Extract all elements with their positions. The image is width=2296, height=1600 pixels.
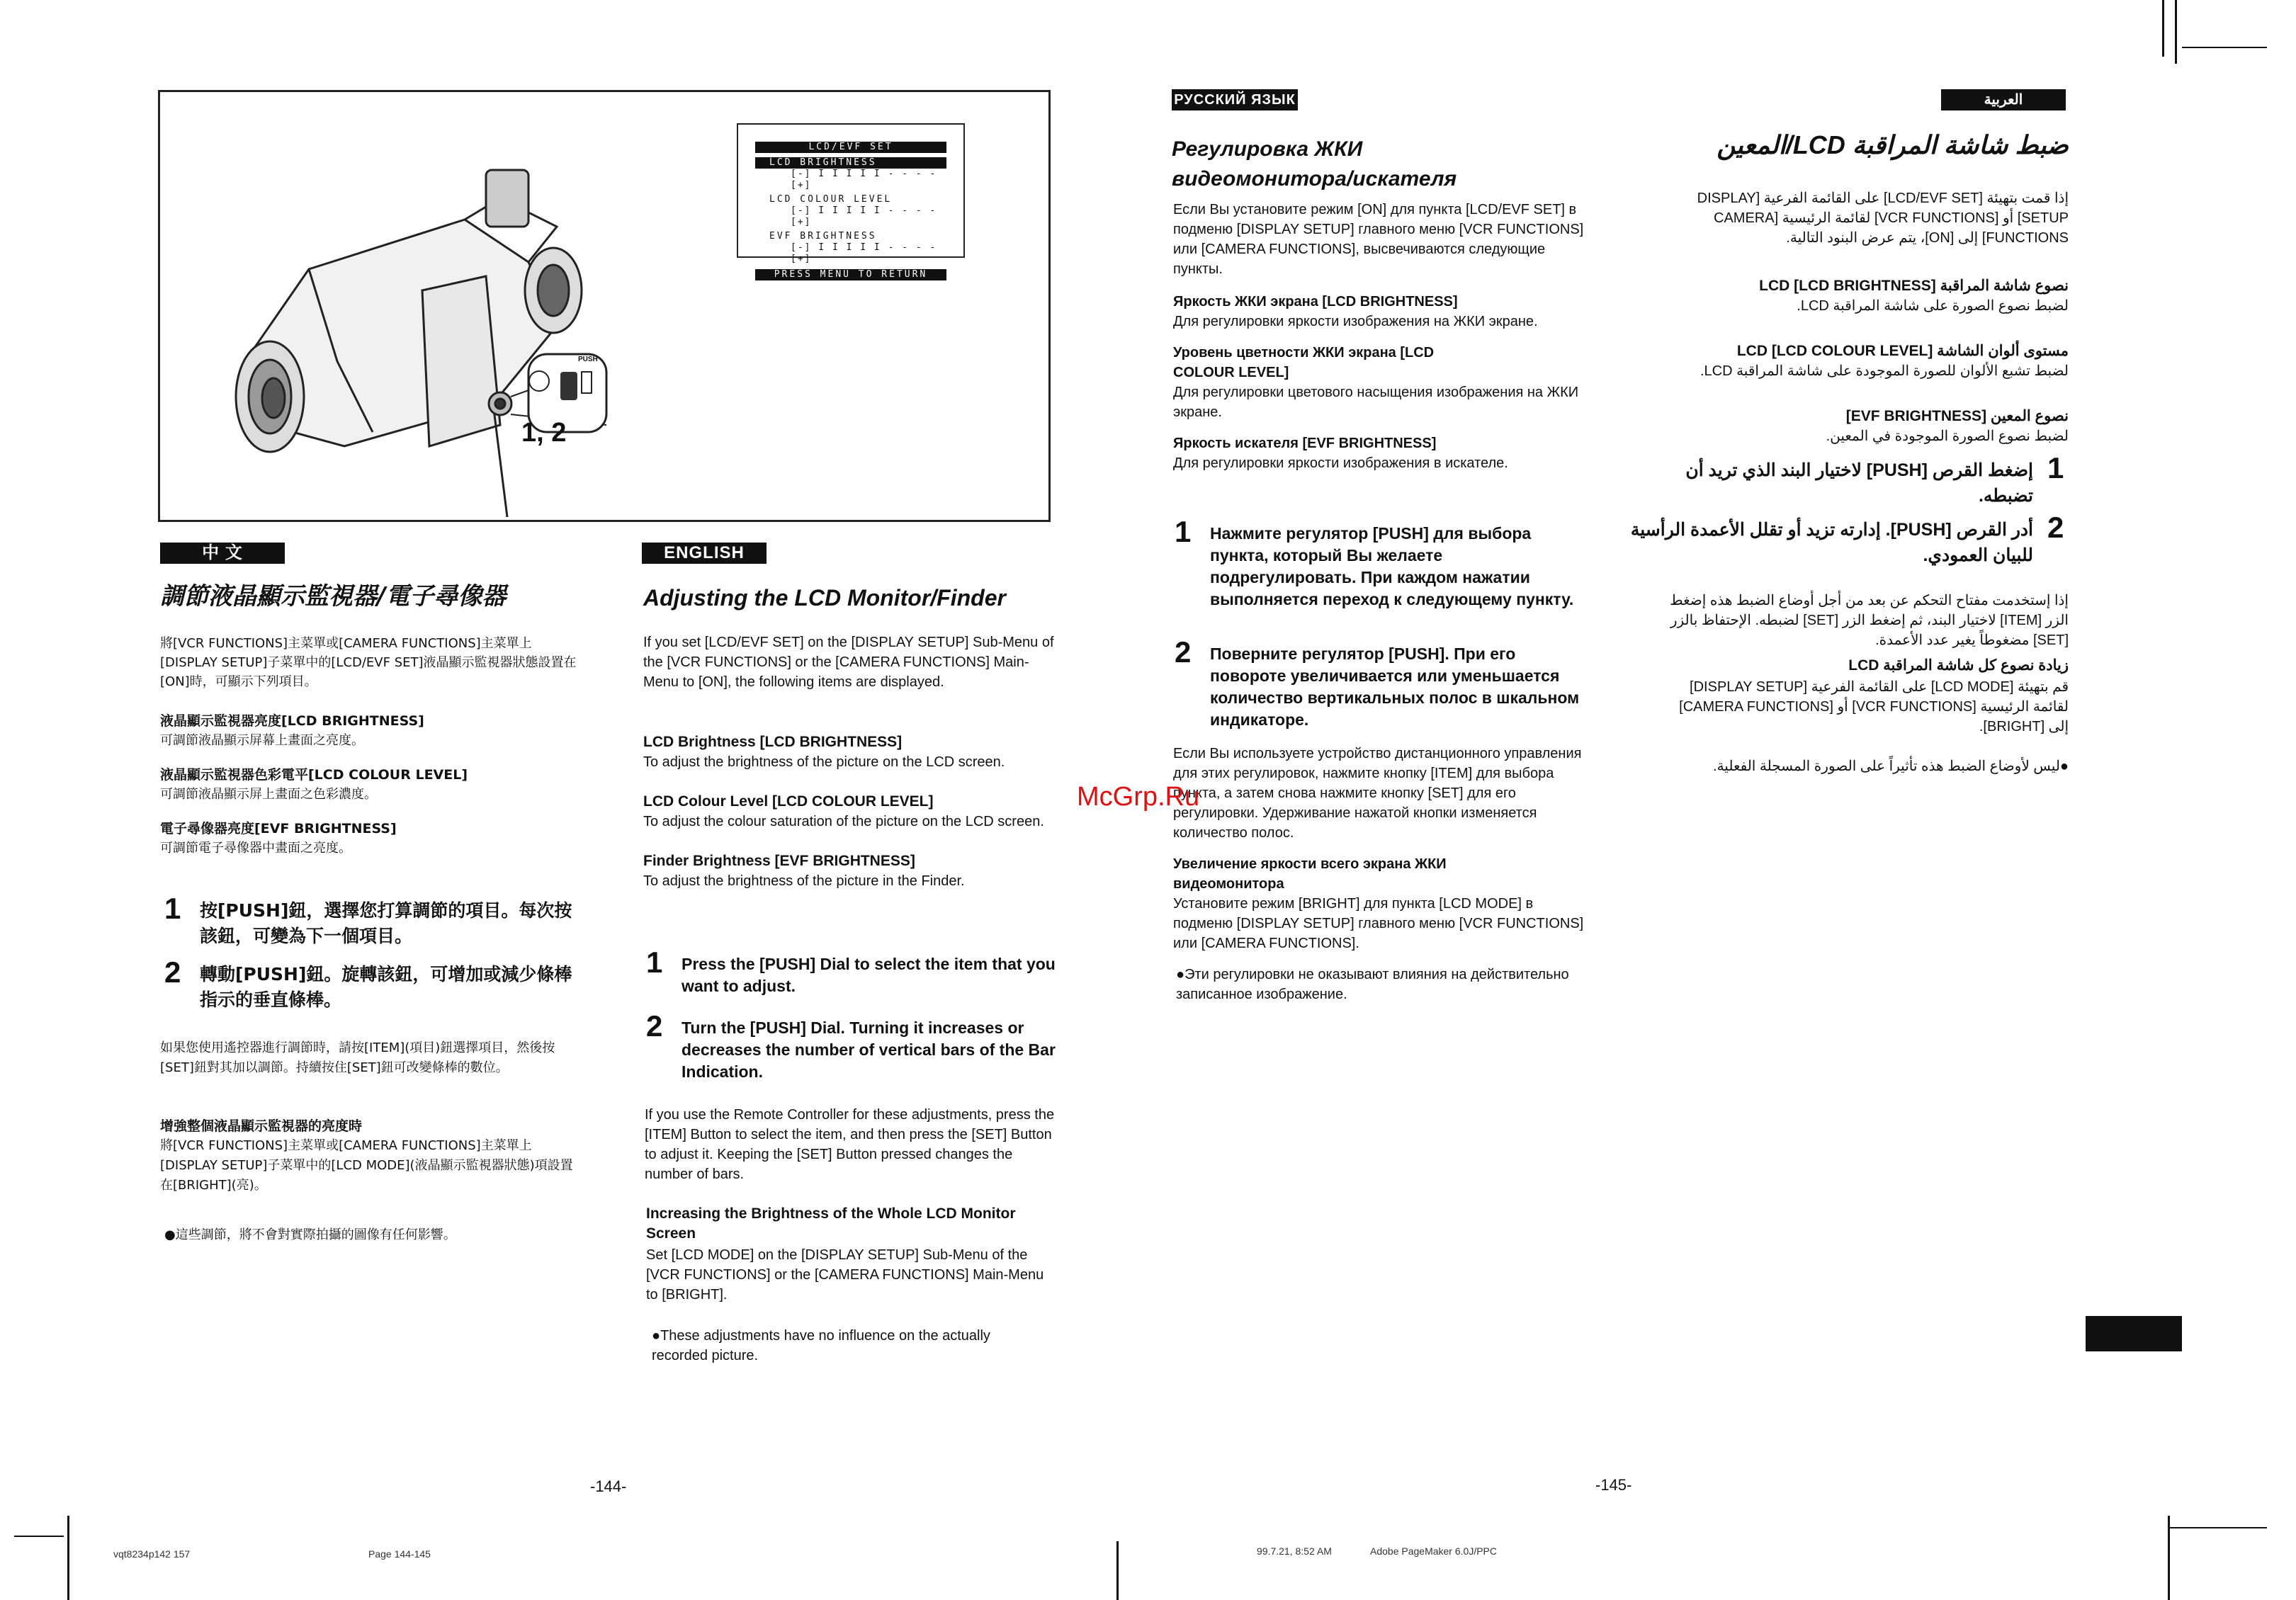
crop-mark — [67, 1516, 69, 1600]
camcorder-illustration — [158, 90, 1051, 522]
english-remote: If you use the Remote Controller for these adjustments, press the [ITEM] Button to select the item, and then press the [SET] Button to adjust it. Keeping the [SET] Button pressed changes the number of bars. — [645, 1107, 1055, 1182]
black-tab — [2086, 1316, 2182, 1351]
english-whole-text: Set [LCD MODE] on the [DISPLAY SETUP] Sub-Menu of the [VCR FUNCTIONS] or the [CAMERA FUNCTIONS] Main-Menu to [BRIGHT]. — [646, 1247, 1044, 1303]
arabic-intro: إذا قمت بتهيئة [LCD/EVF SET] على القائمة الفرعية [DISPLAY SETUP] أو [VCR FUNCTIONS] لقائمة الرئيسية [CAMERA FUNCTIONS] إلى [ON]، يتم عرض البنود التالية. — [1697, 191, 2069, 246]
chinese-items — [160, 711, 585, 858]
menu-row — [755, 157, 946, 191]
footer-timestamp: 99.7.21, 8:52 AM — [1257, 1545, 1332, 1557]
step-number: 1 — [1175, 515, 1192, 548]
item-text: Для регулировки цветового насыщения изображения на ЖКИ экране. — [1173, 385, 1579, 420]
arabic-note: ●ليس لأوضاع الضبط هذه تأثيراً على الصورة المسجلة الفعلية. — [1713, 759, 2069, 774]
page-number-left: -144- — [590, 1477, 627, 1495]
chinese-note: ●這些調節，將不會對實際拍攝的圖像有任何影響。 — [164, 1227, 456, 1242]
chinese-intro: 將[VCR FUNCTIONS]主菜單或[CAMERA FUNCTIONS]主菜單上[DISPLAY SETUP]子菜單中的[LCD/EVF SET]液晶顯示監視器狀態設置在[ON]時，可顯示下列項目。 — [160, 636, 577, 689]
page-number-right: -145- — [1595, 1476, 1632, 1494]
step-number: 2 — [2047, 511, 2064, 544]
step-text: أدر القرص [PUSH]. إدارته تزيد أو تقلل الأعمدة الرأسية للبيان العمودي. — [1630, 520, 2033, 565]
step-number: 2 — [164, 955, 181, 989]
crop-mark — [2182, 47, 2267, 48]
english-note: ●These adjustments have no influence on the actually recorded picture. — [652, 1328, 990, 1363]
step-number: 2 — [1175, 635, 1192, 669]
russian-note: ●Эти регулировки не оказывают влияния на действительно записанное изображение. — [1176, 967, 1569, 1002]
menu-row-bar: [-] I I I I I - - - - [+] — [791, 205, 937, 227]
crop-mark — [2162, 0, 2164, 57]
step-number: 2 — [646, 1009, 663, 1043]
menu-screen — [755, 142, 946, 280]
english-badge: ENGLISH — [642, 543, 767, 564]
step-number: 1 — [646, 946, 663, 979]
english-whole-heading: Increasing the Brightness of the Whole LCD Monitor Screen — [646, 1205, 1016, 1242]
step-number: 1 — [2047, 451, 2064, 484]
english-title: Adjusting the LCD Monitor/Finder — [643, 585, 1006, 611]
footer-software: Adobe PageMaker 6.0J/PPC — [1370, 1545, 1497, 1557]
footer-pages: Page 144-145 — [368, 1548, 431, 1560]
arabic-whole-heading: زيادة نصوع كل شاشة المراقبة LCD — [1848, 657, 2069, 674]
step-number: 1 — [164, 892, 181, 925]
russian-badge: РУССКИЙ ЯЗЫК — [1172, 89, 1298, 110]
item-heading: Finder Brightness [EVF BRIGHTNESS] — [643, 853, 915, 869]
item-text: 可調節電子尋像器中畫面之亮度。 — [160, 841, 351, 856]
item-heading: Яркость искателя [EVF BRIGHTNESS] — [1173, 436, 1437, 451]
item-text: لضبط تشبع الألوان للصورة الموجودة على شاشة المراقبة LCD. — [1700, 363, 2069, 379]
menu-row-label: LCD COLOUR LEVEL — [769, 194, 893, 205]
arabic-badge: العربية — [1941, 89, 2066, 110]
chinese-title: 調節液晶顯示監視器/電子尋像器 — [160, 582, 507, 611]
step-text: 轉動[PUSH]鈕。旋轉該鈕，可增加或減少條棒指示的垂直條棒。 — [200, 964, 572, 1010]
chinese-whole-heading: 增強整個液晶顯示監視器的亮度時 — [160, 1118, 363, 1134]
step-text: Press the [PUSH] Dial to select the item that you want to adjust. — [682, 955, 1056, 995]
russian-remote: Если Вы используете устройство дистанционного управления для этих регулировок, нажмите кнопку [ITEM] для выбора пункта, а затем снова нажмите кнопку [SET] для его регулировки. Удерживание нажатой кнопки изменяется количество полос. — [1173, 746, 1582, 841]
footer-file: vqt8234p142 157 — [113, 1548, 191, 1560]
item-heading: نصوع شاشة المراقبة LCD [LCD BRIGHTNESS] — [1759, 278, 2069, 294]
crop-mark — [2168, 1527, 2267, 1528]
item-text: To adjust the brightness of the picture on the LCD screen. — [643, 754, 1005, 770]
menu-row-label: EVF BRIGHTNESS — [769, 231, 877, 242]
crop-mark — [1116, 1541, 1119, 1600]
menu-row — [755, 194, 946, 228]
dial-label: PUSH — [578, 356, 598, 363]
item-heading: 電子尋像器亮度[EVF BRIGHTNESS] — [160, 821, 397, 836]
item-heading: 液晶顯示監視器色彩電平[LCD COLOUR LEVEL] — [160, 767, 468, 783]
crop-mark — [2175, 0, 2177, 64]
item-text: لضبط نصوع الصورة الموجودة في المعين. — [1826, 429, 2069, 444]
english-intro: If you set [LCD/EVF SET] on the [DISPLAY SETUP] Sub-Menu of the [VCR FUNCTIONS] or the [CAMERA FUNCTIONS] Main-Menu to [ON], the following items are displayed. — [643, 635, 1054, 690]
item-text: لضبط نصوع الصورة على شاشة المراقبة LCD. — [1797, 298, 2069, 314]
russian-title: Регулировка ЖКИ видеомонитора/искателя — [1172, 137, 1457, 191]
arabic-items — [1658, 276, 2069, 446]
arabic-title: ضبط شاشة المراقبة LCD/المعين — [1717, 130, 2069, 159]
menu-footer: PRESS MENU TO RETURN — [755, 269, 946, 280]
menu-row-bar: [-] I I I I I - - - - [+] — [791, 242, 937, 264]
item-text: Для регулировки яркости изображения на ЖКИ экране. — [1173, 314, 1538, 329]
watermark: McGrp.Ru — [1077, 782, 1200, 812]
english-items — [643, 732, 1058, 891]
item-heading: نصوع المعين [EVF BRIGHTNESS] — [1845, 408, 2069, 424]
item-text: 可調節液晶顯示屏上畫面之色彩濃度。 — [160, 787, 377, 802]
menu-row — [755, 231, 946, 265]
item-heading: LCD Brightness [LCD BRIGHTNESS] — [643, 734, 903, 750]
chinese-remote: 如果您使用遙控器進行調節時，請按[ITEM](項目)鈕選擇項目，然後按[SET]鈕對其加以調節。持續按住[SET]鈕可改變條棒的數位。 — [160, 1040, 555, 1075]
menu-row-label: LCD BRIGHTNESS — [755, 157, 946, 169]
item-text: Для регулировки яркости изображения в искателе. — [1173, 455, 1508, 471]
item-heading: 液晶顯示監視器亮度[LCD BRIGHTNESS] — [160, 713, 424, 729]
arabic-remote: إذا إستخدمت مفتاح التحكم عن بعد من أجل أوضاع الضبط هذه إضغط الزر [ITEM] لاختيار البند، ثم إضغط الزر [SET] لضبطه. الإحتفاظ بالزر [SET] مضغوطاً يغير عدد الأعمدة. — [1670, 593, 2069, 648]
crop-mark — [14, 1536, 64, 1537]
item-heading: LCD Colour Level [LCD COLOUR LEVEL] — [643, 793, 934, 810]
callout-label: 1, 2 — [521, 418, 567, 448]
step-text: Turn the [PUSH] Dial. Turning it increases or decreases the number of vertical bars of the Bar Indication. — [682, 1019, 1056, 1081]
chinese-whole-text: 將[VCR FUNCTIONS]主菜單或[CAMERA FUNCTIONS]主菜單上[DISPLAY SETUP]子菜單中的[LCD MODE](液晶顯示監視器狀態)項設置在[BRIGHT](亮)。 — [160, 1138, 573, 1193]
item-text: 可調節液晶顯示屏幕上畫面之亮度。 — [160, 733, 364, 748]
item-heading: Яркость ЖКИ экрана [LCD BRIGHTNESS] — [1173, 294, 1458, 310]
menu-title: LCD/EVF SET — [755, 142, 946, 153]
russian-intro: Если Вы установите режим [ON] для пункта [LCD/EVF SET] в подменю [DISPLAY SETUP] главного меню [VCR FUNCTIONS] или [CAMERA FUNCTIONS], высвечиваются следующие пункты. — [1173, 202, 1584, 277]
item-text: To adjust the brightness of the picture in the Finder. — [643, 873, 965, 889]
item-text: To adjust the colour saturation of the picture on the LCD screen. — [643, 814, 1044, 829]
step-text: Нажмите регулятор [PUSH] для выбора пункта, который Вы желаете подрегулировать. При каждом нажатии выполняется переход к следующему пункту. — [1210, 524, 1574, 608]
arabic-whole-text: قم بتهيئة [LCD MODE] على القائمة الفرعية [DISPLAY SETUP] لقائمة الرئيسية [VCR FUNCTIONS] أو [CAMERA FUNCTIONS] إلى [BRIGHT]. — [1679, 679, 2069, 734]
chinese-badge: 中 文 — [160, 543, 285, 564]
item-heading: مستوى ألوان الشاشة LCD [LCD COLOUR LEVEL] — [1736, 343, 2069, 359]
russian-whole-text: Установите режим [BRIGHT] для пункта [LCD MODE] в подменю [DISPLAY SETUP] главного меню [VCR FUNCTIONS] или [CAMERA FUNCTIONS]. — [1173, 896, 1584, 951]
step-text: 按[PUSH]鈕，選擇您打算調節的項目。每次按該鈕，可變為下一個項目。 — [200, 900, 572, 946]
russian-whole-heading: Увеличение яркости всего экрана ЖКИ видеомонитора — [1173, 856, 1447, 892]
step-text: إضغط القرص [PUSH] لاختيار البند الذي تريد أن تضبطه. — [1685, 460, 2033, 506]
russian-items — [1173, 292, 1584, 473]
item-heading: Уровень цветности ЖКИ экрана [LCD COLOUR LEVEL] — [1173, 345, 1435, 380]
step-text: Поверните регулятор [PUSH]. При его повороте увеличивается или уменьшается количество вертикальных полос в шкальном индикаторе. — [1210, 645, 1580, 729]
menu-row-bar: [-] I I I I I - - - - [+] — [791, 169, 937, 191]
